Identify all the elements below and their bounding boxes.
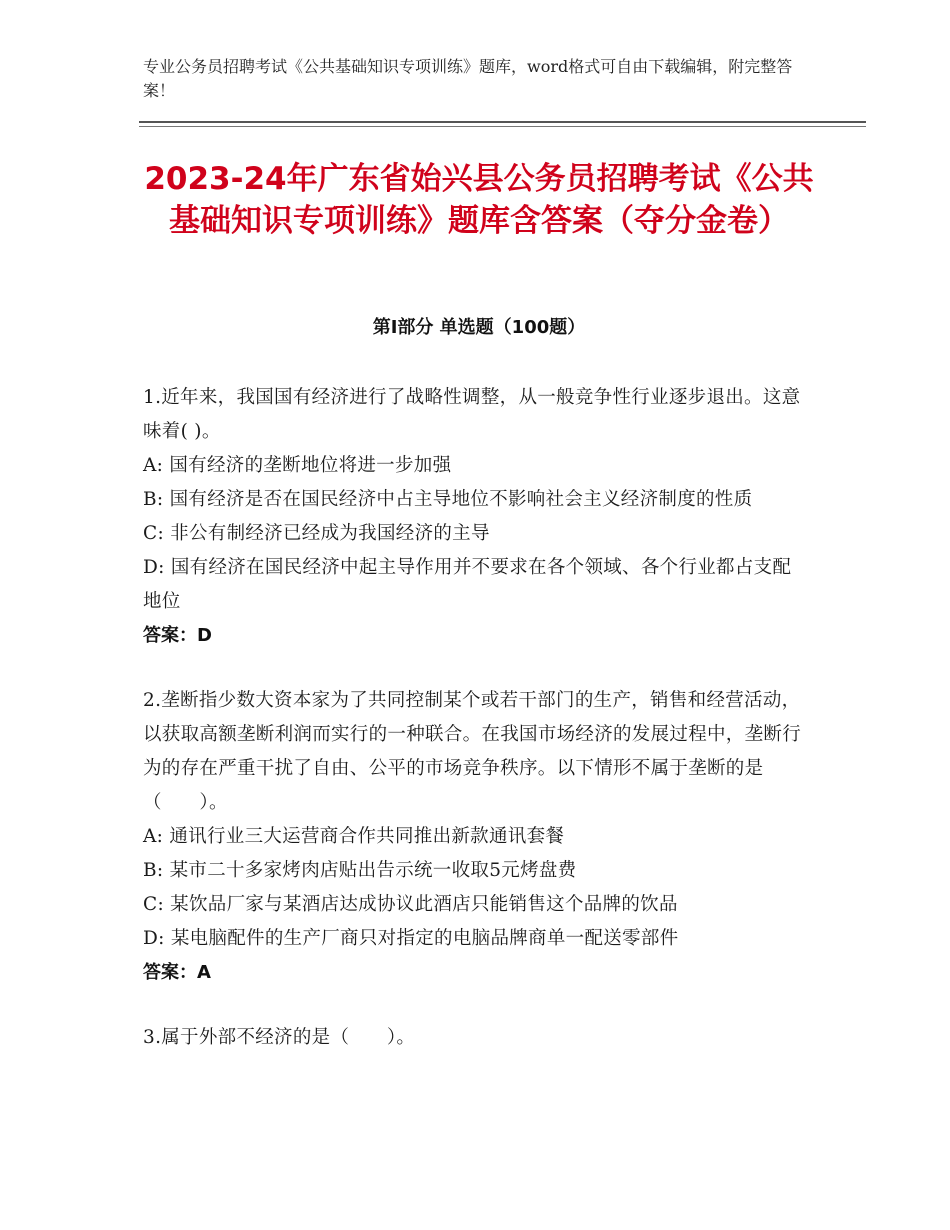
document-title: 2023-24年广东省始兴县公务员招聘考试《公共基础知识专项训练》题库含答案（夺分金卷） [144, 161, 814, 239]
option-d: D: 国有经济在国民经济中起主导作用并不要求在各个领域、各个行业都占支配地位 [143, 557, 792, 612]
answer: 答案：D [143, 625, 212, 646]
question-3 [143, 1021, 808, 1055]
option-c: C: 某饮品厂家与某酒店达成协议此酒店只能销售这个品牌的饮品 [143, 894, 678, 915]
section-title: 第Ⅰ部分 单选题（100题） [372, 317, 586, 338]
option-b: B: 某市二十多家烤肉店贴出告示统一收取5元烤盘费 [143, 860, 577, 881]
question-stem: 1.近年来，我国国有经济进行了战略性调整，从一般竞争性行业逐步退出。这意味着( )。 [143, 387, 801, 442]
question-1 [143, 381, 808, 653]
question-stem: 3.属于外部不经济的是（ ）。 [143, 1027, 416, 1048]
option-a: A: 通讯行业三大运营商合作共同推出新款通讯套餐 [143, 826, 565, 847]
question-list [143, 381, 808, 1086]
option-c: C: 非公有制经济已经成为我国经济的主导 [143, 523, 490, 544]
header-note: 专业公务员招聘考试《公共基础知识专项训练》题库，word格式可自由下载编辑，附完整答案！ [143, 57, 793, 100]
question-stem: 2.垄断指少数大资本家为了共同控制某个或若干部门的生产，销售和经营活动，以获取高额垄断利润而实行的一种联合。在我国市场经济的发展过程中，垄断行为的存在严重干扰了自由、公平的市场竞争秩序。以下情形不属于垄断的是（ ）。 [143, 690, 802, 813]
header-divider-thick [139, 121, 866, 123]
option-b: B: 国有经济是否在国民经济中占主导地位不影响社会主义经济制度的性质 [143, 489, 753, 510]
question-2 [143, 684, 808, 990]
header-divider-thin [139, 126, 866, 127]
answer: 答案：A [143, 962, 211, 983]
option-d: D: 某电脑配件的生产厂商只对指定的电脑品牌商单一配送零部件 [143, 928, 679, 949]
option-a: A: 国有经济的垄断地位将进一步加强 [143, 455, 452, 476]
